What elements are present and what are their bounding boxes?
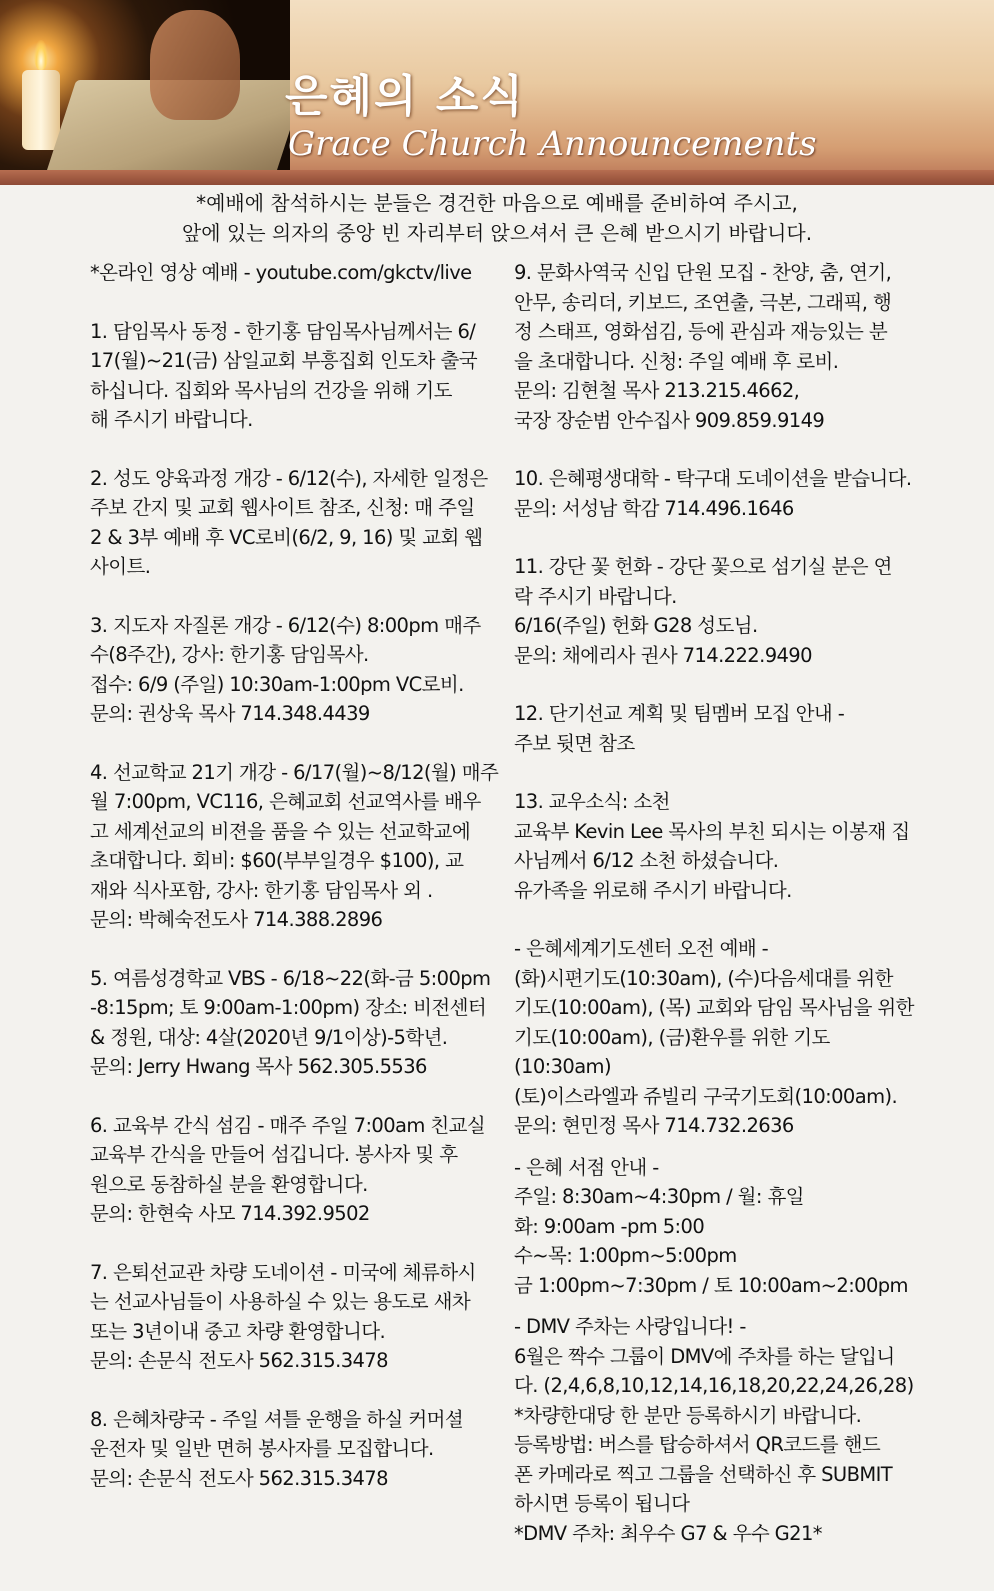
announcement-item: 4. 선교학교 21기 개강 - 6/17(월)~8/12(월) 매주 월 7:00pm, VC116, 은혜교회 선교역사를 배우 고 세계선교의 비젼을 품을 수 있는 선교학교에 초대합니다. 회비: $60(부부일경우 $100), 교 재와 식사포함, 강사: 한기홍 담임목사 외 . 문의: 박혜숙전도사 714.388.2896	[90, 760, 499, 931]
candle-icon	[22, 70, 60, 150]
announcement-item: 9. 문화사역국 신입 단원 모집 - 찬양, 춤, 연기, 안무, 송리더, 키보드, 조연출, 극본, 그래픽, 행 정 스태프, 영화섬김, 등에 관심과 재능있는 분 을 초대합니다. 신청: 주일 예배 후 로비. 문의: 김현철 목사 213.215.4662, 국장 장순범 안수집사 909.859.9149	[514, 261, 892, 432]
announcement-item: 2. 성도 양육과정 개강 - 6/12(수), 자세한 일정은 주보 간지 및 교회 웹사이트 참조, 신청: 매 주일 2 & 3부 예배 후 VC로비(6/2, 9, 16) 및 교회 웹 사이트.	[90, 466, 488, 578]
page-title: 은혜의 소식	[285, 71, 525, 122]
announcement-item: 6. 교육부 간식 섬김 - 매주 주일 7:00am 친교실 교육부 간식을 만들어 섬깁니다. 봉사자 및 후 원으로 동참하실 분을 환영합니다. 문의: 한현숙 사모 714.392.9502	[90, 1113, 486, 1225]
header-banner	[0, 0, 994, 185]
announcement-item: 10. 은혜평생대학 - 탁구대 도네이션을 받습니다. 문의: 서성남 학감 714.496.1646	[514, 467, 912, 520]
candle-flame-icon	[34, 40, 48, 70]
page-subtitle: Grace Church Announcements	[288, 124, 817, 164]
announcement-item: 8. 은혜차량국 - 주일 셔틀 운행을 하실 커머셜 운전자 및 일반 면허 봉사자를 모집합니다. 문의: 손문식 전도사 562.315.3478	[90, 1407, 464, 1490]
announcement-item: 1. 담임목사 동정 - 한기홍 담임목사님께서는 6/ 17(월)~21(금) 삼일교회 부흥집회 인도차 출국 하십니다. 집회와 목사님의 건강을 위해 기도 해 주시기 바랍니다.	[90, 319, 477, 431]
worship-notice-line: 앞에 있는 의자의 중앙 빈 자리부터 앉으셔서 큰 은혜 받으시기 바랍니다.	[181, 221, 813, 245]
prayer-candle-photo	[0, 0, 290, 178]
worship-notice-line: *예배에 참석하시는 분들은 경건한 마음으로 예배를 준비하여 주시고,	[196, 191, 798, 215]
announcement-item: 3. 지도자 자질론 개강 - 6/12(수) 8:00pm 매주 수(8주간), 강사: 한기홍 담임목사. 접수: 6/9 (주일) 10:30am-1:00pm VC로비. 문의: 권상욱 목사 714.348.4439	[90, 613, 481, 725]
announcement-item: 11. 강단 꽃 헌화 - 강단 꽃으로 섬기실 분은 연 락 주시기 바랍니다. 6/16(주일) 헌화 G28 성도님. 문의: 채에리사 권사 714.222.9490	[514, 555, 892, 667]
announcement-item: 5. 여름성경학교 VBS - 6/18~22(화-금 5:00pm -8:15pm; 토 9:00am-1:00pm) 장소: 비전센터 & 정원, 대상: 4살(2020년 9/1이상)-5학년. 문의: Jerry Hwang 목사 562.305.5536	[90, 966, 491, 1078]
announcement-item: 13. 교우소식: 소천 교육부 Kevin Lee 목사의 부친 되시는 이봉재 집 사님께서 6/12 소천 하셨습니다. 유가족을 위로해 주시기 바랍니다.	[514, 790, 910, 902]
announcement-item: *온라인 영상 예배 - youtube.com/gkctv/live	[90, 261, 472, 284]
banner-bottom-stripe	[0, 170, 994, 185]
left-announcements	[90, 258, 502, 1522]
announcement-item: 12. 단기선교 계획 및 팀멤버 모집 안내 - 주보 뒷면 참조	[514, 702, 845, 755]
announcement-item: 7. 은퇴선교관 차량 도네이션 - 미국에 체류하시 는 선교사님들이 사용하실 수 있는 용도로 새차 또는 3년이내 중고 차량 환영합니다. 문의: 손문식 전도사 562.315.3478	[90, 1260, 476, 1372]
announcement-item: - DMV 주차는 사랑입니다! - 6월은 짝수 그룹이 DMV에 주차를 하는 달입니 다. (2,4,6,8,10,12,14,16,18,20,22,24,26,28) *차량한대당 한 분만 등록하시기 바랍니다. 등록방법: 버스를 탑승하셔서 QR코드를 핸드 폰 카메라로 찍고 그룹을 선택하신 후 SUBMIT 하시면 등록이 됩니다 *DMV 주차: 최우수 G7 & 우수 G21*	[514, 1315, 914, 1545]
announcement-item: - 은혜세계기도센터 오전 예배 - (화)시편기도(10:30am), (수)다음세대를 위한 기도(10:00am), (목) 교회와 담임 목사님을 위한 기도(10:00am), (금)환우를 위한 기도(10:30am) (토)이스라엘과 쥬빌리 구국기도회(10:00am). 문의: 현민정 목사 714.732.2636	[514, 937, 914, 1137]
praying-hands-icon	[150, 10, 240, 120]
worship-notice	[30, 188, 964, 248]
right-announcements	[514, 258, 926, 1577]
announcement-item: - 은혜 서점 안내 - 주일: 8:30am~4:30pm / 월: 휴일 화: 9:00am -pm 5:00 수~목: 1:00pm~5:00pm 금 1:00pm~7:30pm / 토 10:00am~2:00pm	[514, 1155, 908, 1297]
